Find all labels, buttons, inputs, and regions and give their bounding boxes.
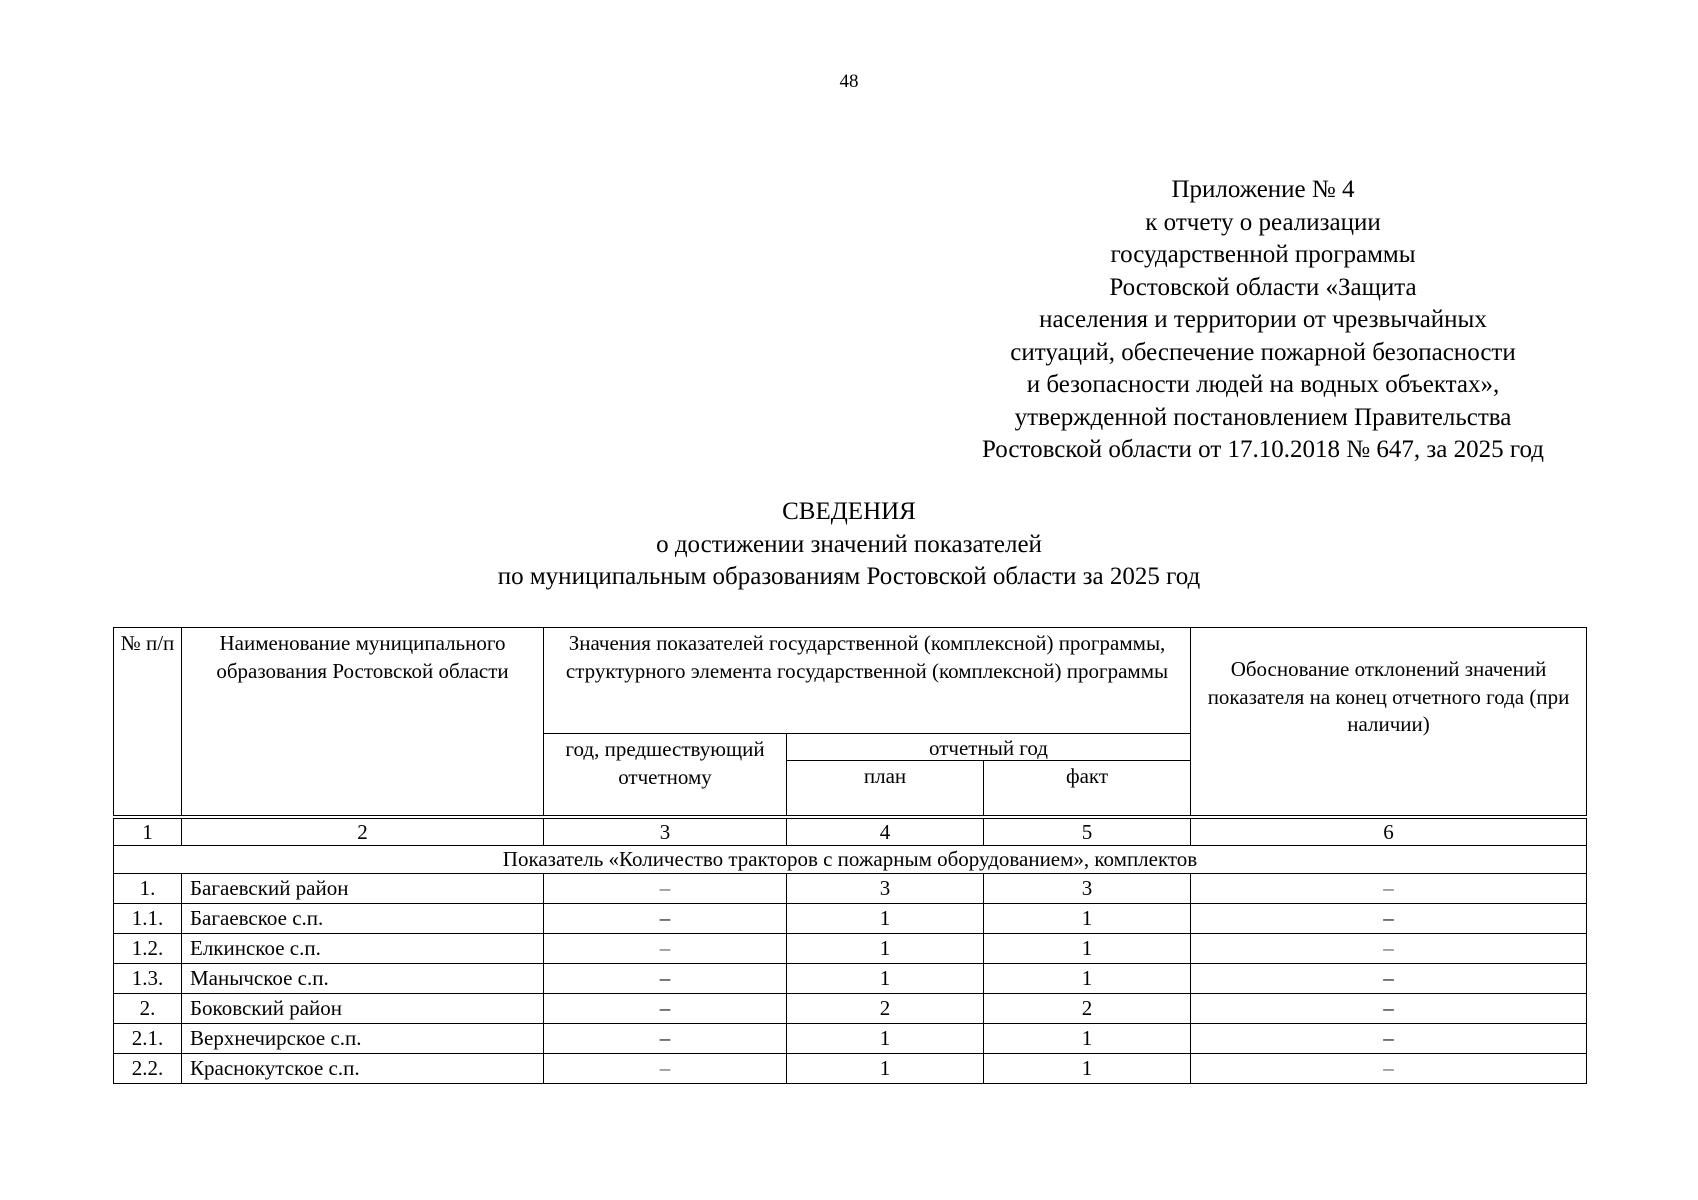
header-prev-year: год, предшествующий отчетному [544,734,787,818]
row-fact: 1 [984,904,1191,934]
row-prev: – [544,994,787,1024]
column-number: 4 [787,817,984,846]
row-reason: – [1191,934,1587,964]
title-subline: о достижении значений показателей [656,530,1042,558]
row-num: 1.1. [114,904,182,934]
row-plan: 2 [787,994,984,1024]
row-num: 1. [114,874,182,904]
header-fact: факт [984,761,1191,818]
table-row [114,994,1587,1024]
header-values: Значения показателей государственной (комплексной) программы, структурного элемента государственной (комплексной) программы [544,628,1191,734]
row-reason: – [1191,874,1587,904]
appendix-line: утвержденной постановлением Правительства [1014,403,1512,431]
row-name: Елкинское с.п. [182,934,544,964]
appendix-line: государственной программы [1110,241,1416,268]
table-row [114,934,1587,964]
row-name: Верхнечирское с.п. [182,1024,544,1054]
row-prev: – [544,934,787,964]
row-num: 2.1. [114,1024,182,1054]
appendix-line: к отчету о реализации [1145,208,1381,236]
row-plan: 3 [787,874,984,904]
row-fact: 2 [984,994,1191,1024]
row-reason: – [1191,904,1587,934]
column-number: 2 [182,817,544,846]
appendix-line: и безопасности людей на водных объектах», [1026,371,1500,398]
section-title: Показатель «Количество тракторов с пожарным оборудованием», комплектов [114,846,1587,874]
row-fact: 3 [984,874,1191,904]
row-prev: – [544,1054,787,1084]
row-num: 1.3. [114,964,182,994]
row-prev: – [544,964,787,994]
column-number: 5 [984,817,1191,846]
row-num: 1.2. [114,934,182,964]
table-row [114,1054,1587,1084]
row-prev: – [544,874,787,904]
title-heading: СВЕДЕНИЯ [782,498,916,525]
header-justification: Обоснование отклонений значений показателя на конец отчетного года (при наличии) [1191,628,1587,818]
appendix-header [938,174,1588,467]
row-reason: – [1191,964,1587,994]
table-row [114,964,1587,994]
row-fact: 1 [984,1024,1191,1054]
row-name: Багаевский район [182,874,544,904]
header-num: № п/п [114,628,182,818]
row-plan: 1 [787,1024,984,1054]
appendix-line: Ростовской области от 17.10.2018 № 647, за 2025 год [982,436,1544,463]
row-fact: 1 [984,964,1191,994]
row-reason: – [1191,1024,1587,1054]
table-row [114,1024,1587,1054]
row-num: 2.2. [114,1054,182,1084]
row-reason: – [1191,1054,1587,1084]
header-name: Наименование муниципального образования Ростовской области [182,628,544,818]
title-subline: по муниципальным образованиям Ростовской области за 2025 год [497,563,1201,590]
row-plan: 1 [787,904,984,934]
appendix-line: Приложение № 4 [1171,176,1355,203]
table-row [114,874,1587,904]
row-plan: 1 [787,964,984,994]
row-fact: 1 [984,934,1191,964]
column-number: 6 [1191,817,1587,846]
row-num: 2. [114,994,182,1024]
row-name: Багаевское с.п. [182,904,544,934]
header-report-year: отчетный год [787,734,1191,761]
section-row [114,846,1587,874]
row-plan: 1 [787,1054,984,1084]
row-name: Боковский район [182,994,544,1024]
indicators-table [113,627,1587,1084]
row-name: Краснокутское с.п. [182,1054,544,1084]
row-fact: 1 [984,1054,1191,1084]
row-plan: 1 [787,934,984,964]
column-numbers-row [114,817,1587,846]
document-title [0,496,1698,594]
row-prev: – [544,904,787,934]
page-number: 48 [839,71,859,92]
row-name: Манычское с.п. [182,964,544,994]
column-number: 1 [114,817,182,846]
appendix-line: населения и территории от чрезвычайных [1039,306,1487,333]
appendix-line: Ростовской области «Защита [1109,273,1417,301]
row-prev: – [544,1024,787,1054]
header-plan: план [787,761,984,818]
row-reason: – [1191,994,1587,1024]
column-number: 3 [544,817,787,846]
appendix-line: ситуаций, обеспечение пожарной безопасности [1010,338,1516,366]
table-row [114,904,1587,934]
